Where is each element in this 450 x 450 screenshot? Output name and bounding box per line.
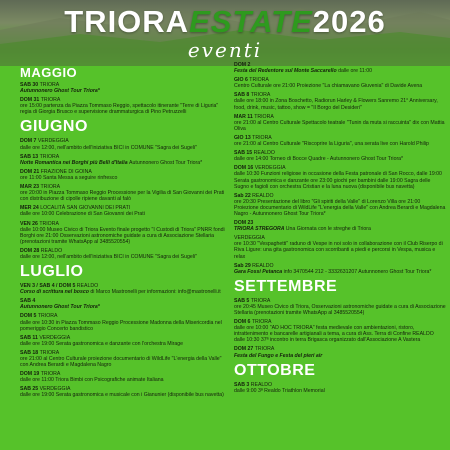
event-location: TRIORA <box>39 82 60 88</box>
event-description: dalle ore 18:00 in Zona Boschetto, Radiorun Harley & Flowers Sanremo 21° Anniversary, food, drink, music, tattoo, show = "Il Borgo del Desideri" <box>234 98 438 111</box>
event-date: DOM 2 <box>234 62 251 68</box>
event-item <box>20 205 225 217</box>
event-headline: Corso di scrittura nel bosco <box>20 289 91 296</box>
event-description: Centro Culturale ore 21:00 Proiezione "La chiamavano Giuvenia" di Davide Avena <box>234 83 423 90</box>
event-date: VEN 26 <box>20 220 40 227</box>
section-title-settembre: SETTEMBRE <box>234 277 338 295</box>
event-location: TRIORA <box>254 346 275 353</box>
page-subtitle: eventi <box>187 38 263 62</box>
ottobre-list <box>224 382 446 394</box>
event-date: SAB 11 <box>20 334 40 341</box>
event-item <box>20 169 225 181</box>
event-location: REALDO <box>250 381 273 388</box>
event-date: DOM 31 <box>20 97 41 104</box>
event-description: dalle ore 11:00 Triora Bimbi con Psicografiche animate Italiana <box>20 377 164 384</box>
event-item <box>234 193 446 217</box>
event-item <box>234 165 446 189</box>
event-description: dalle 9:00 3ª Realdo Triathlon Memorial <box>234 387 325 394</box>
event-item <box>234 298 446 316</box>
right-column <box>224 62 446 397</box>
event-location: REALDO <box>76 283 99 290</box>
event-location: TRIORA <box>40 184 61 191</box>
event-description: dalle ore 19:00 Serata gastronomica e musicale con i Gianunier (disponibile bus navetta) <box>20 392 224 399</box>
event-location: TRIORA <box>254 113 274 120</box>
event-item <box>234 220 446 232</box>
event-description: di Marco Mastronelli per informazioni: info@mastronelli.it <box>90 289 221 296</box>
header-banner <box>0 0 450 66</box>
luglio-list <box>10 283 225 399</box>
section-title-giugno: GIUGNO <box>20 118 88 136</box>
event-date: SAB 15 <box>234 150 254 157</box>
event-date: SAB 25 <box>20 386 40 393</box>
event-date: GIO 13 <box>234 134 253 141</box>
event-description: dalle ore 11:00 <box>338 68 373 75</box>
event-headline: Notte Romantica nei Borghi più Belli d'Italia <box>20 159 130 166</box>
event-location: FRAZIONE DI GOINA <box>40 168 92 175</box>
event-location: TRIORA <box>249 77 269 84</box>
event-location: REALDO <box>253 150 275 157</box>
event-date: DOM 23 <box>234 220 254 227</box>
event-description: dalle ore 14:00 Torneo di Bocce Quadre - Autunnonero Ghost Tour Triora* <box>234 156 404 163</box>
event-location: TRIORA <box>251 319 272 326</box>
event-description: ore 21:00 al Centro Culturale proiezione documentario di WildLife "L'energia della Valle" con Andrea Berardi e Magdalena Nagro <box>20 356 222 369</box>
event-description: dalle ore 12:00, nell'ambito dell'iniziativa BICI in COMUNE "Sagra dei Sugeli" <box>20 253 197 260</box>
event-description: ore 10:30 "Vespaghetti" raduno di Vespe in noi solo in collaborazione con il Club Riserpo di Riva Ligure: una gita gastronomica con scorribanti a piedi e percorsi in Vespa, musica e relax <box>234 241 443 260</box>
event-item <box>20 371 225 383</box>
left-column <box>10 62 225 402</box>
event-date: Sab 29 <box>234 262 253 269</box>
event-location: VERDEGGIA <box>39 334 71 341</box>
giugno-list <box>10 138 225 260</box>
event-description: ore 15:00 partenza da Piazza Tommaso Reggio, spettacolo itinerante "Terre di Liguria" regia di Giorgia Brusco e supervisione drammaturgica di Pino Petruzzelli <box>20 103 219 116</box>
event-item <box>234 319 446 343</box>
event-location: TRIORA <box>39 349 60 356</box>
event-location: TRIORA <box>40 97 61 104</box>
event-headline: Gara Fossi Petanca <box>234 268 284 275</box>
event-description: dalle ore 10:00 "AD HOC TRIORA" festa medievale con ambientazioni, ristoro, intrattenimento e bancarelle artigianali a tema, a cura di Ass. Terra di Confine REALDO dalle 10:30 37ª incontro in terra Brigasca organizzato dall'Associazione A Vastera <box>234 325 434 344</box>
event-date: SAB 3 <box>234 381 251 388</box>
event-description: info 3470544 212 - 3332631207 Autunnonero Ghost Tour Triora* <box>283 268 432 275</box>
event-location: VERDEGGIA <box>254 165 286 172</box>
event-item <box>20 335 225 347</box>
event-item <box>234 92 446 110</box>
agosto-list <box>224 62 446 275</box>
event-item <box>234 150 446 162</box>
event-description: ore 20:00 in Piazza Tommaso Reggio Processione per la Vigilia di San Giovanni dei Prati con distribuzione di cipolle ripiene davanti al falò <box>20 190 225 203</box>
event-location: TRIORA <box>250 92 271 99</box>
event-item <box>20 313 225 331</box>
event-date: DOM 5 <box>20 313 38 320</box>
event-date: MAR 11 <box>234 113 255 120</box>
maggio-list <box>10 82 225 115</box>
event-location: VERDEGGIA <box>37 138 69 145</box>
event-item <box>234 382 446 394</box>
event-description: ore 11:00 Santa Messa a seguire rinfresco <box>20 174 118 181</box>
event-description: dalle 10:00 Museo Civico di Triora Evento finale progetto "I Custodi di Triora" PNRR fondi Borghi ore 21:00 Osservazioni astronomiche guidate a cura di Associazione Stellaria (prenotazioni tramite WhatsApp al 3485520554) <box>20 226 225 245</box>
event-item <box>234 235 446 259</box>
event-description: ore 21:00 al Centro Culturale Spettacolo teatrale "Tunin da muta si raccuinta" dix con Mattia Oliva <box>234 119 445 132</box>
event-item <box>234 62 446 74</box>
event-location: REALDO <box>252 262 274 269</box>
event-description: ore 20:30 Presentazione del libro "Gli spiriti della Valle" di Lorenzo Villa ore 21:00 Proiezione documentario di WildLife "L'energia della Valle" con Andrea Berardi e Magdalena Nagro - Autunnonero Ghost Tour Triora* <box>234 198 446 217</box>
event-item <box>234 135 446 147</box>
event-item <box>20 154 225 166</box>
event-item <box>20 248 225 260</box>
event-description: dalle ore 10:00 Celebrazione di San Giovanni dei Prati <box>20 211 145 218</box>
event-headline: TRIORA STREGORA <box>234 226 286 233</box>
event-date: SAB 30 <box>20 82 40 88</box>
event-description: ore 21:00 al Centro Culturale "Riscoprire la Liguria", una serata live con Harold Philip <box>234 141 429 148</box>
event-date: MAR 23 <box>20 184 41 191</box>
event-description: dalle ore 10:30 in Piazza Tommaso Reggio Processione Madonna della Misericordia nel pomeriggio Concerto bandistico <box>20 319 222 332</box>
event-date: DOM 21 <box>20 168 41 175</box>
event-date: DOM 27 <box>234 346 255 353</box>
event-location: VERDEGGIA <box>39 386 71 393</box>
event-date: SAB 8 <box>234 92 251 99</box>
event-date: SAB 18 <box>20 349 40 356</box>
event-date: DOM 28 <box>20 247 41 254</box>
event-description: dalle ore 19:00 Serata gastronomica e danzante con l'orchestra Mirage <box>20 340 184 347</box>
event-headline: Autunnonero Ghost Tour Triora* <box>20 304 100 311</box>
event-item <box>20 350 225 368</box>
event-location: LOCALITÀ SAN GIOVANNI DEI PRATI <box>40 205 131 212</box>
section-title-ottobre: OTTOBRE <box>234 361 316 379</box>
event-date: SAB 4 <box>20 298 36 305</box>
event-headline: Festa del Fungo e Festa del pieri air <box>234 352 323 359</box>
event-date: DOM 16 <box>234 165 255 172</box>
event-date: MER 24 <box>20 205 41 212</box>
event-description: Una Giornata con le streghe di Triora <box>285 226 371 233</box>
event-date: DOM 6 <box>234 319 252 326</box>
event-description: dalle 10:30 Funzioni religiose in occasione della Festa patronale di San Rocco, dalle 19:00 Serata gastronomica e danzante ore 23:00 giochi per bambini dalle 19:00 Sagra delle Sugno e fagioli con orchestra Cristian e la luna nuova (disponibile bus navetta) <box>234 171 442 190</box>
event-item <box>234 77 446 89</box>
event-location: TRIORA <box>37 313 58 320</box>
event-date: DOM 19 <box>20 371 41 378</box>
event-location: REALDO <box>40 247 63 254</box>
event-location: TRIORA <box>39 220 59 227</box>
event-item <box>234 263 446 275</box>
event-location: TRIORA <box>252 134 272 141</box>
event-location: REALDO <box>252 192 274 199</box>
event-date: GIO 6 <box>234 77 250 84</box>
event-item <box>20 82 225 94</box>
event-item <box>20 97 225 115</box>
event-item <box>20 184 225 202</box>
event-item <box>234 346 446 358</box>
event-date: Sab 22 <box>234 192 253 199</box>
event-item <box>20 221 225 245</box>
event-location: TRIORA <box>39 153 60 160</box>
event-description: ore 20:45 Museo Civico di Triora, Osservazioni astronomiche guidate a cura di Associazione Stellaria (prenotazioni tramite WhatsApp al 3485520554) <box>234 303 446 316</box>
event-headline: Festa del Redentore sul Monte Saccarello <box>234 68 339 75</box>
event-item <box>20 138 225 150</box>
event-location: TRIORA <box>250 297 271 304</box>
event-description: dalle ore 12:00, nell'ambito dell'iniziativa BICI in COMUNE "Sagra dei Sugeli" <box>20 144 197 151</box>
event-location: VERDEGGIA <box>234 235 265 242</box>
page-title: TRIORAESTATE2026 <box>64 4 386 39</box>
event-location: TRIORA <box>40 371 61 378</box>
section-title-maggio: MAGGIO <box>20 65 78 80</box>
event-description: Autunnonero Ghost Tour Triora* <box>129 159 203 166</box>
event-headline: Autunnonero Ghost Tour Triora* <box>20 88 100 95</box>
event-item <box>20 298 225 310</box>
event-date: SAB 13 <box>20 153 40 160</box>
event-item <box>20 386 225 398</box>
event-item <box>234 114 446 132</box>
event-item <box>20 283 225 295</box>
section-title-luglio: LUGLIO <box>20 263 84 281</box>
event-date: SAB 5 <box>234 297 251 304</box>
settembre-list <box>224 298 446 359</box>
event-date: DOM 7 <box>20 138 38 145</box>
event-date: VEN 3 / SAB 4 / DOM 5 <box>20 283 77 290</box>
